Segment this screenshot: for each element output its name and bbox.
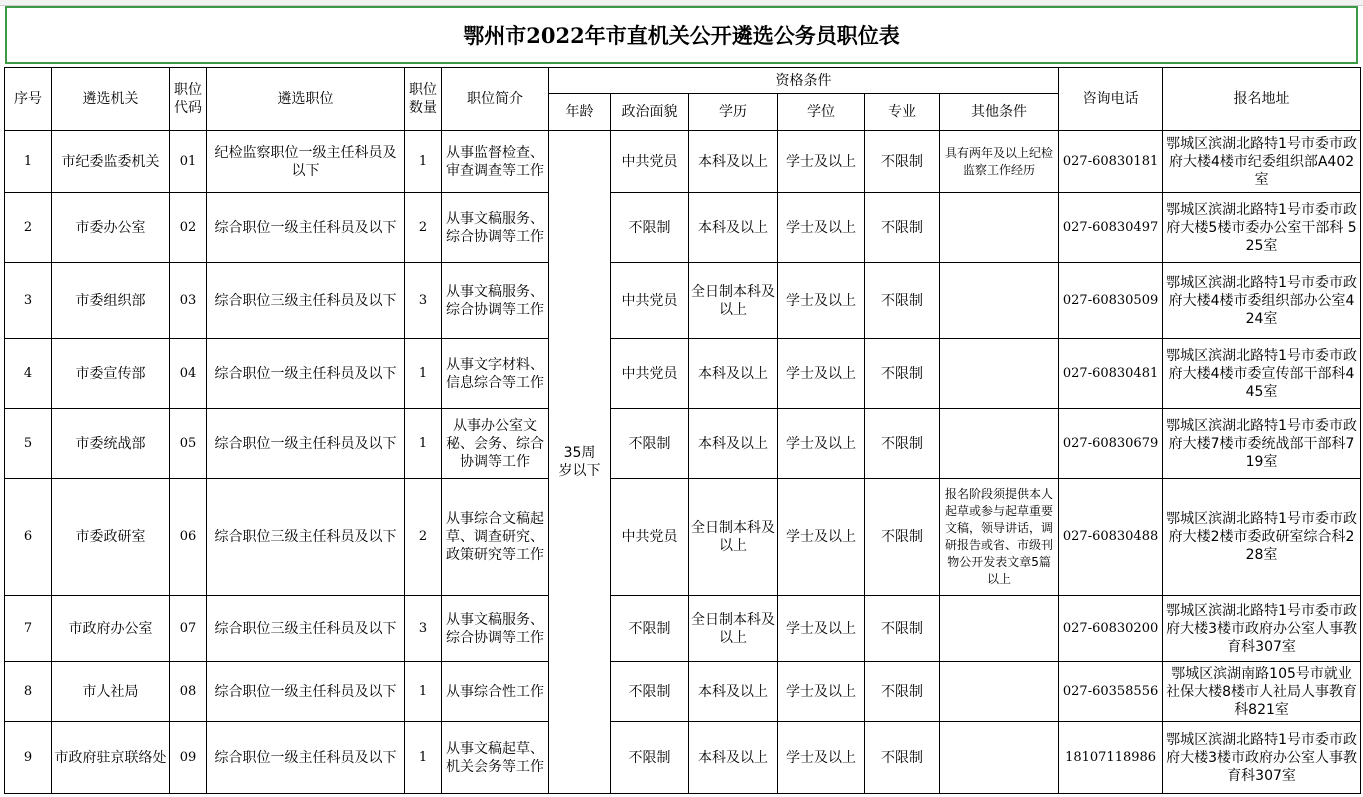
degree-cell: 学士及以上 xyxy=(778,479,865,596)
degree-cell: 学士及以上 xyxy=(778,263,865,339)
address-cell: 鄂城区滨湖北路特1号市委市政府大楼4楼市委组织部办公室424室 xyxy=(1163,263,1361,339)
intro-cell: 从事综合文稿起草、调查研究、政策研究等工作 xyxy=(442,479,549,596)
code-cell: 07 xyxy=(170,596,207,662)
education-cell: 本科及以上 xyxy=(689,722,778,794)
phone-cell: 027-60358556 xyxy=(1059,662,1163,722)
seq-cell: 3 xyxy=(5,263,52,339)
position-cell: 综合职位一级主任科员及以下 xyxy=(207,339,405,409)
degree-cell: 学士及以上 xyxy=(778,662,865,722)
other-cell xyxy=(940,722,1059,794)
header-degree: 学位 xyxy=(778,94,865,131)
seq-cell: 8 xyxy=(5,662,52,722)
agency-cell: 市委宣传部 xyxy=(52,339,170,409)
political-cell: 不限制 xyxy=(611,662,689,722)
code-cell: 04 xyxy=(170,339,207,409)
header-age: 年龄 xyxy=(549,94,611,131)
header-intro: 职位简介 xyxy=(442,68,549,131)
table-row xyxy=(5,339,1361,409)
other-cell xyxy=(940,193,1059,263)
header-qualifications: 资格条件 xyxy=(549,68,1059,94)
education-cell: 本科及以上 xyxy=(689,662,778,722)
political-cell: 中共党员 xyxy=(611,263,689,339)
seq-cell: 2 xyxy=(5,193,52,263)
header-agency: 遴选机关 xyxy=(52,68,170,131)
major-cell: 不限制 xyxy=(865,662,940,722)
code-cell: 05 xyxy=(170,409,207,479)
address-cell: 鄂城区滨湖北路特1号市委市政府大楼7楼市委统战部干部科719室 xyxy=(1163,409,1361,479)
code-cell: 09 xyxy=(170,722,207,794)
position-cell: 综合职位三级主任科员及以下 xyxy=(207,263,405,339)
page-title: 鄂州市2022年市直机关公开遴选公务员职位表 xyxy=(5,6,1358,64)
political-cell: 不限制 xyxy=(611,193,689,263)
major-cell: 不限制 xyxy=(865,722,940,794)
count-cell: 2 xyxy=(405,193,442,263)
table-row xyxy=(5,409,1361,479)
address-cell: 鄂城区滨湖北路特1号市委市政府大楼4楼市委宣传部干部科445室 xyxy=(1163,339,1361,409)
phone-cell: 027-60830481 xyxy=(1059,339,1163,409)
header-major: 专业 xyxy=(865,94,940,131)
header-phone: 咨询电话 xyxy=(1059,68,1163,131)
phone-cell: 027-60830679 xyxy=(1059,409,1163,479)
intro-cell: 从事文字材料、信息综合等工作 xyxy=(442,339,549,409)
code-cell: 08 xyxy=(170,662,207,722)
phone-cell: 18107118986 xyxy=(1059,722,1163,794)
education-cell: 本科及以上 xyxy=(689,409,778,479)
phone-cell: 027-60830488 xyxy=(1059,479,1163,596)
position-table xyxy=(4,67,1361,794)
header-other: 其他条件 xyxy=(940,94,1059,131)
seq-cell: 1 xyxy=(5,131,52,193)
political-cell: 不限制 xyxy=(611,409,689,479)
major-cell: 不限制 xyxy=(865,409,940,479)
major-cell: 不限制 xyxy=(865,193,940,263)
code-cell: 06 xyxy=(170,479,207,596)
agency-cell: 市人社局 xyxy=(52,662,170,722)
header-education: 学历 xyxy=(689,94,778,131)
position-cell: 综合职位三级主任科员及以下 xyxy=(207,479,405,596)
major-cell: 不限制 xyxy=(865,479,940,596)
count-cell: 1 xyxy=(405,662,442,722)
agency-cell: 市政府办公室 xyxy=(52,596,170,662)
count-cell: 3 xyxy=(405,596,442,662)
position-cell: 综合职位三级主任科员及以下 xyxy=(207,596,405,662)
political-cell: 不限制 xyxy=(611,596,689,662)
other-cell xyxy=(940,263,1059,339)
position-cell: 综合职位一级主任科员及以下 xyxy=(207,722,405,794)
agency-cell: 市委政研室 xyxy=(52,479,170,596)
count-cell: 3 xyxy=(405,263,442,339)
seq-cell: 4 xyxy=(5,339,52,409)
count-cell: 2 xyxy=(405,479,442,596)
major-cell: 不限制 xyxy=(865,596,940,662)
intro-cell: 从事文稿服务、综合协调等工作 xyxy=(442,596,549,662)
position-cell: 综合职位一级主任科员及以下 xyxy=(207,409,405,479)
table-row xyxy=(5,263,1361,339)
header-seq: 序号 xyxy=(5,68,52,131)
count-cell: 1 xyxy=(405,722,442,794)
education-cell: 全日制本科及以上 xyxy=(689,263,778,339)
position-cell: 综合职位一级主任科员及以下 xyxy=(207,193,405,263)
address-cell: 鄂城区滨湖南路105号市就业社保大楼8楼市人社局人事教育科821室 xyxy=(1163,662,1361,722)
other-cell xyxy=(940,409,1059,479)
address-cell: 鄂城区滨湖北路特1号市委市政府大楼2楼市委政研室综合科228室 xyxy=(1163,479,1361,596)
seq-cell: 6 xyxy=(5,479,52,596)
education-cell: 本科及以上 xyxy=(689,131,778,193)
code-cell: 02 xyxy=(170,193,207,263)
code-cell: 01 xyxy=(170,131,207,193)
header-address: 报名地址 xyxy=(1163,68,1361,131)
table-body xyxy=(5,131,1361,794)
count-cell: 1 xyxy=(405,339,442,409)
phone-cell: 027-60830497 xyxy=(1059,193,1163,263)
major-cell: 不限制 xyxy=(865,263,940,339)
degree-cell: 学士及以上 xyxy=(778,722,865,794)
political-cell: 中共党员 xyxy=(611,339,689,409)
agency-cell: 市政府驻京联络处 xyxy=(52,722,170,794)
other-cell xyxy=(940,662,1059,722)
degree-cell: 学士及以上 xyxy=(778,131,865,193)
political-cell: 不限制 xyxy=(611,722,689,794)
political-cell: 中共党员 xyxy=(611,479,689,596)
header-code: 职位代码 xyxy=(170,68,207,131)
degree-cell: 学士及以上 xyxy=(778,596,865,662)
intro-cell: 从事文稿服务、综合协调等工作 xyxy=(442,263,549,339)
political-cell: 中共党员 xyxy=(611,131,689,193)
address-cell: 鄂城区滨湖北路特1号市委市政府大楼5楼市委办公室干部科 525室 xyxy=(1163,193,1361,263)
header-political: 政治面貌 xyxy=(611,94,689,131)
education-cell: 全日制本科及以上 xyxy=(689,596,778,662)
other-cell: 报名阶段须提供本人起草或参与起草重要文稿，领导讲话，调研报告或省、市级刊物公开发表文章5篇以上 xyxy=(940,479,1059,596)
seq-cell: 5 xyxy=(5,409,52,479)
age-cell: 35周岁以下 xyxy=(549,131,611,794)
other-cell xyxy=(940,596,1059,662)
education-cell: 本科及以上 xyxy=(689,339,778,409)
code-cell: 03 xyxy=(170,263,207,339)
seq-cell: 9 xyxy=(5,722,52,794)
count-cell: 1 xyxy=(405,409,442,479)
intro-cell: 从事监督检查、审查调查等工作 xyxy=(442,131,549,193)
header-position: 遴选职位 xyxy=(207,68,405,131)
phone-cell: 027-60830200 xyxy=(1059,596,1163,662)
table-row xyxy=(5,722,1361,794)
intro-cell: 从事综合性工作 xyxy=(442,662,549,722)
table-row xyxy=(5,193,1361,263)
agency-cell: 市委统战部 xyxy=(52,409,170,479)
header-count: 职位数量 xyxy=(405,68,442,131)
position-cell: 综合职位一级主任科员及以下 xyxy=(207,662,405,722)
agency-cell: 市委办公室 xyxy=(52,193,170,263)
address-cell: 鄂城区滨湖北路特1号市委市政府大楼3楼市政府办公室人事教育科307室 xyxy=(1163,596,1361,662)
agency-cell: 市纪委监委机关 xyxy=(52,131,170,193)
table-row xyxy=(5,662,1361,722)
position-cell: 纪检监察职位一级主任科员及以下 xyxy=(207,131,405,193)
degree-cell: 学士及以上 xyxy=(778,339,865,409)
degree-cell: 学士及以上 xyxy=(778,409,865,479)
intro-cell: 从事文稿服务、综合协调等工作 xyxy=(442,193,549,263)
education-cell: 全日制本科及以上 xyxy=(689,479,778,596)
intro-cell: 从事文稿起草、机关会务等工作 xyxy=(442,722,549,794)
address-cell: 鄂城区滨湖北路特1号市委市政府大楼3楼市政府办公室人事教育科307室 xyxy=(1163,722,1361,794)
degree-cell: 学士及以上 xyxy=(778,193,865,263)
address-cell: 鄂城区滨湖北路特1号市委市政府大楼4楼市纪委组织部A402室 xyxy=(1163,131,1361,193)
education-cell: 本科及以上 xyxy=(689,193,778,263)
intro-cell: 从事办公室文秘、会务、综合协调等工作 xyxy=(442,409,549,479)
other-cell: 具有两年及以上纪检监察工作经历 xyxy=(940,131,1059,193)
other-cell xyxy=(940,339,1059,409)
phone-cell: 027-60830509 xyxy=(1059,263,1163,339)
count-cell: 1 xyxy=(405,131,442,193)
agency-cell: 市委组织部 xyxy=(52,263,170,339)
seq-cell: 7 xyxy=(5,596,52,662)
table-row xyxy=(5,596,1361,662)
phone-cell: 027-60830181 xyxy=(1059,131,1163,193)
table-row xyxy=(5,479,1361,596)
table-row xyxy=(5,131,1361,193)
major-cell: 不限制 xyxy=(865,131,940,193)
major-cell: 不限制 xyxy=(865,339,940,409)
